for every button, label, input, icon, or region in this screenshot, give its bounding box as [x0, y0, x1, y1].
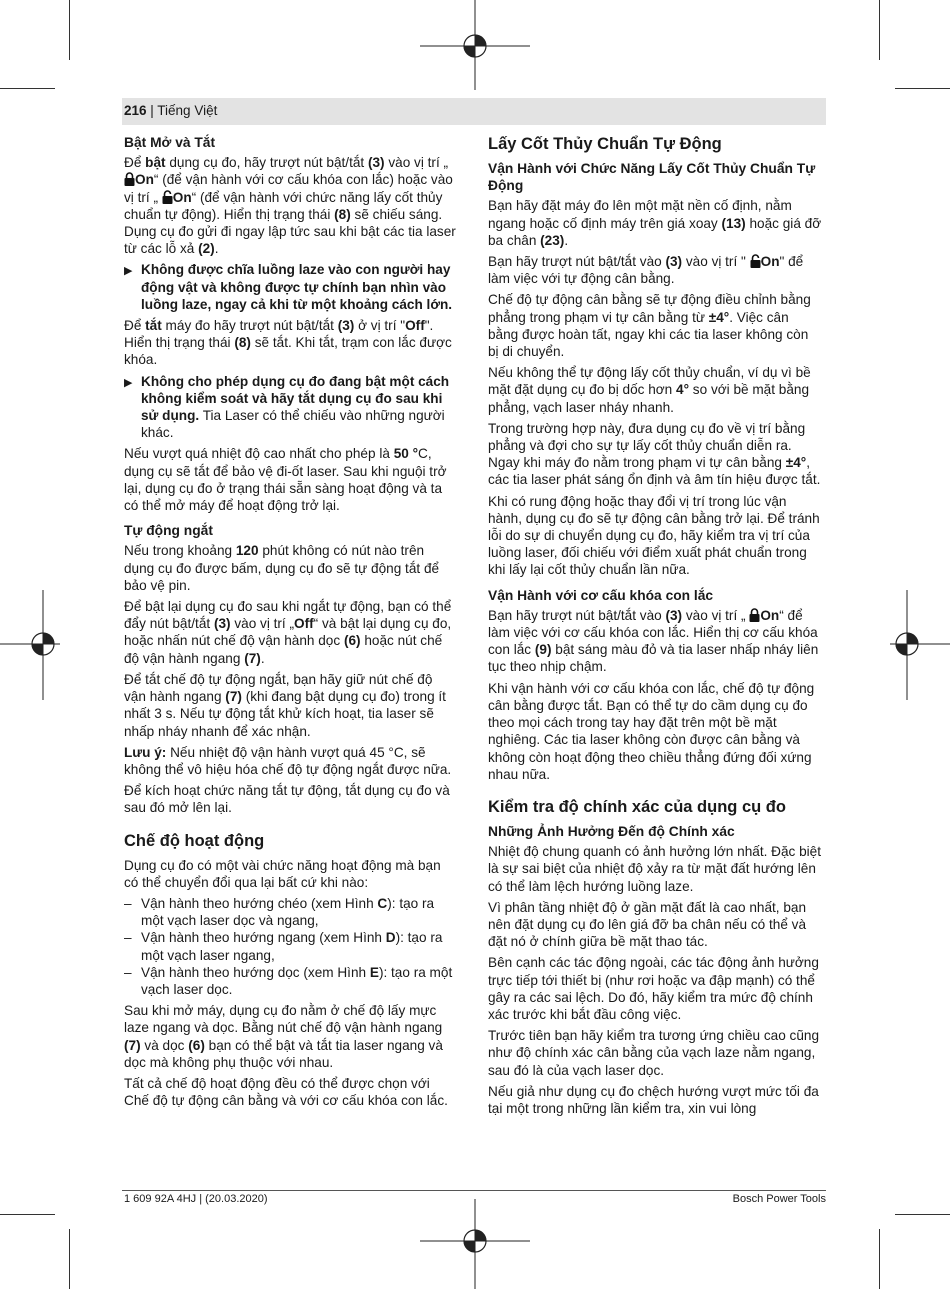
registration-mark-icon — [420, 1199, 530, 1289]
paragraph: Nếu vượt quá nhiệt độ cao nhất cho phép là 50 °C, dụng cụ sẽ tắt để bảo vệ đi-ốt laser. Sau khi nguội trở lại, dụng cụ đo ở trạng thái sẵn sàng hoạt động và ta có thể mở máy để hoạt động trở lại. — [124, 446, 447, 514]
note: Lưu ý: Nếu nhiệt độ vận hành vượt quá 45 °C, sẽ không thể vô hiệu hóa chế độ tự động ngắt được nữa. — [124, 744, 452, 777]
registration-mark-icon — [890, 590, 950, 700]
paragraph: Vì phân tầng nhiệt độ ở gần mặt đất là cao nhất, bạn nên đặt dụng cụ đo lên giá đỡ ba chân nếu có thể và đặt nó ở chính giữa bề mặt thao tác. — [488, 899, 807, 950]
paragraph: Bạn hãy trượt nút bật/tắt vào (3) vào vị trí „ On“ để làm việc với cơ cấu khóa con lắc. Hiển thị cơ cấu khóa con lắc (9) bật sáng màu đỏ và tia laser nhấp nháy liên tục theo nhịp chậm. — [488, 607, 819, 675]
registration-mark-icon — [0, 590, 60, 700]
paragraph: Nếu trong khoảng 120 phút không có nút nào trên dụng cụ đo được bấm, dụng cụ đo sẽ tự động tắt để bảo vệ pin. — [124, 543, 440, 593]
paragraph: Để tắt máy đo hãy trượt nút bật/tắt (3) ở vị trí "Off". Hiển thị trạng thái (8) sẽ tắt. Khi tắt, trạm con lắc được khóa. — [124, 318, 452, 368]
page-header-bar — [122, 98, 826, 125]
paragraph: Dụng cụ đo có một vài chức năng hoạt động mà bạn có thể chuyển đổi qua lại bất cứ khi nào: — [124, 857, 441, 890]
footer-doc-code: 1 609 92A 4HJ | (20.03.2020) — [124, 1193, 268, 1205]
subsection-title: Những Ảnh Hưởng Đến độ Chính xác — [488, 823, 735, 839]
paragraph: Để bật lại dụng cụ đo sau khi ngắt tự động, bạn có thể đẩy nút bật/tắt (3) vào vị trí „Off“ và bật lại dụng cụ đo, hoặc nhấn nút chế độ vận hành dọc (6) hoặc nút chế độ vận hành ngang (7). — [124, 599, 452, 666]
paragraph: Nếu giả như dụng cụ đo chệch hướng vượt mức tối đa tại một trong những lần kiểm tra, xin vui lòng — [488, 1083, 819, 1116]
padlock-unlocked-icon — [750, 254, 761, 268]
crop-mark — [69, 1229, 70, 1289]
paragraph: Để bật dụng cụ đo, hãy trượt nút bật/tắt (3) vào vị trí „ On“ (để vận hành với cơ cấu khóa con lắc) hoặc vào vị trí „ On“ (để vận hành với chức năng lấy cốt thủy chuẩn tự động). Hiển thị trạng thái (8) sẽ chiếu sáng. Dụng cụ đo gửi đi ngay lập tức sau khi bật các tia laser từ các lỗ xả (2). — [124, 155, 456, 257]
left-column — [124, 134, 458, 1113]
subsection-title: Vận Hành với Chức Năng Lấy Cốt Thủy Chuẩn Tự Động — [488, 161, 816, 194]
crop-mark — [879, 1229, 880, 1289]
padlock-unlocked-icon — [162, 190, 173, 204]
section-title-auto-off: Tự động ngắt — [124, 523, 213, 539]
padlock-locked-icon — [749, 608, 760, 622]
safety-warning: ▶ Không được chĩa luồng laze vào con người hay động vật và không được tự chính bạn nhìn vào luồng laze, ngay cả khi từ một khoảng cách lớn. — [124, 262, 453, 312]
paragraph: Trước tiên bạn hãy kiểm tra tương ứng chiều cao cũng như độ chính xác cân bằng của vạch laze nằm ngang, sau đó là của vạch laser dọc. — [488, 1028, 820, 1078]
paragraph: Tất cả chế độ hoạt động đều có thể được chọn với Chế độ tự động cân bằng và với cơ cấu khóa con lắc. — [124, 1075, 448, 1109]
subsection-title: Vận Hành với cơ cấu khóa con lắc — [488, 587, 714, 603]
paragraph: Trong trường hợp này, đưa dụng cụ đo về vị trí bằng phẳng và đợi cho sự tự lấy cốt thủy chuẩn diễn ra. Ngay khi máy đo nằm trong phạm vi tự cân bằng ±4°, các tia laser phát sáng ổn định và âm tín hiệu được tắt. — [488, 420, 821, 488]
page-header: 216 | Tiếng Việt — [124, 103, 218, 118]
paragraph: Để kích hoạt chức năng tắt tự động, tắt dụng cụ đo và sau đó mở lên lại. — [124, 783, 450, 816]
section-title-on-off: Bật Mở và Tắt — [124, 135, 216, 150]
footer-brand: Bosch Power Tools — [732, 1193, 826, 1205]
paragraph: Bạn hãy trượt nút bật/tắt vào (3) vào vị trí " On" để làm việc với tự động cân bằng. — [488, 254, 804, 287]
registration-mark-icon — [420, 0, 530, 90]
paragraph: Chế độ tự động cân bằng sẽ tự động điều chỉnh bằng phẳng trong phạm vi tự cân bằng từ ±4°. Việc cân bằng được hoàn tất, ngay khi các tia laser không còn bị di chuyển. — [488, 292, 811, 360]
section-title-accuracy-check: Kiểm tra độ chính xác của dụng cụ đo — [488, 797, 786, 816]
header-language: Tiếng Việt — [157, 103, 218, 118]
safety-warning: ▶ Không cho phép dụng cụ đo đang bật một cách không kiểm soát và hãy tắt dụng cụ đo sau khi sử dụng. Tia Laser có thể chiếu vào những người khác. — [124, 373, 450, 441]
footer-divider — [122, 1190, 826, 1191]
list-item: – Vận hành theo hướng ngang (xem Hình D): tạo ra một vạch laser ngang, — [124, 930, 443, 963]
section-title-auto-leveling: Lấy Cốt Thủy Chuẩn Tự Động — [488, 135, 722, 153]
paragraph: Khi vận hành với cơ cấu khóa con lắc, chế độ tự động cân bằng được tắt. Bạn có thể tự do cầm dụng cụ đo theo mọi cách trong tay hay đặt trên một bề mặt nghiêng. Các tia laser không còn được cân bằng và không còn hoạt động theo chiều thẳng đứng đối xứng nhau nữa. — [488, 680, 815, 782]
paragraph: Nếu không thể tự động lấy cốt thủy chuẩn, ví dụ vì bề mặt đặt dụng cụ đo bị dốc hơn 4° so với bề mặt bằng phẳng, vạch laser nháy nhanh. — [488, 365, 811, 415]
right-column — [488, 134, 822, 1121]
paragraph: Khi có rung động hoặc thay đổi vị trí trong lúc vận hành, dụng cụ đo sẽ tự động cân bằng trở lại. Để tránh lỗi do sự di chuyển dụng cụ đo, hãy kiểm tra vị trí của luồng laser, đối chiếu với điểm xuất phát chuẩn trong khi lấy lại cốt thủy chuẩn lần nữa. — [488, 493, 820, 578]
list-item: – Vận hành theo hướng dọc (xem Hình E): tạo ra một vạch laser dọc. — [124, 964, 453, 997]
warning-triangle-icon: ▶ — [124, 265, 133, 278]
section-title-operating-modes: Chế độ hoạt động — [124, 831, 265, 850]
padlock-locked-icon — [124, 172, 135, 186]
crop-mark — [895, 1214, 950, 1215]
crop-mark — [0, 1214, 55, 1215]
paragraph: Nhiệt độ chung quanh có ảnh hưởng lớn nhất. Đặc biệt là sự sai biệt của nhiệt độ xảy ra từ mặt đất hướng lên có thể làm lệch hướng luồng laze. — [488, 844, 822, 894]
paragraph: Bên cạnh các tác động ngoài, các tác động ảnh hưởng trực tiếp tới thiết bị (như rơi hoặc va đập mạnh) có thể gây ra các sai lệch. Do đó, hãy kiểm tra mức độ chính xác trước khi bắt đầu công việc. — [488, 955, 819, 1022]
paragraph: Bạn hãy đặt máy đo lên một mặt nền cố định, nằm ngang hoặc cố định máy trên giá xoay (13) hoặc giá đỡ ba chân (23). — [488, 198, 822, 248]
crop-mark — [0, 88, 55, 89]
paragraph: Sau khi mở máy, dụng cụ đo nằm ở chế độ lấy mực laze ngang và dọc. Bằng nút chế độ vận hành ngang (7) và dọc (6) bạn có thể bật và tắt tia laser ngang và dọc mà không phụ thuộc với nhau. — [124, 1003, 443, 1070]
crop-mark — [879, 0, 880, 60]
page-number: 216 — [124, 103, 147, 118]
crop-mark — [895, 88, 950, 89]
list-item: – Vận hành theo hướng chéo (xem Hình C): tạo ra một vạch laser dọc và ngang, — [124, 895, 435, 929]
crop-mark — [69, 0, 70, 60]
warning-triangle-icon: ▶ — [124, 376, 133, 389]
paragraph: Để tắt chế độ tự động ngắt, bạn hãy giữ nút chế độ vận hành ngang (7) (khi đang bật dụng cụ đo) trong ít nhất 3 s. Nếu tự động tắt khử kích hoạt, tia laser sẽ nhấp nháy nhanh để xác nhận. — [124, 671, 446, 739]
